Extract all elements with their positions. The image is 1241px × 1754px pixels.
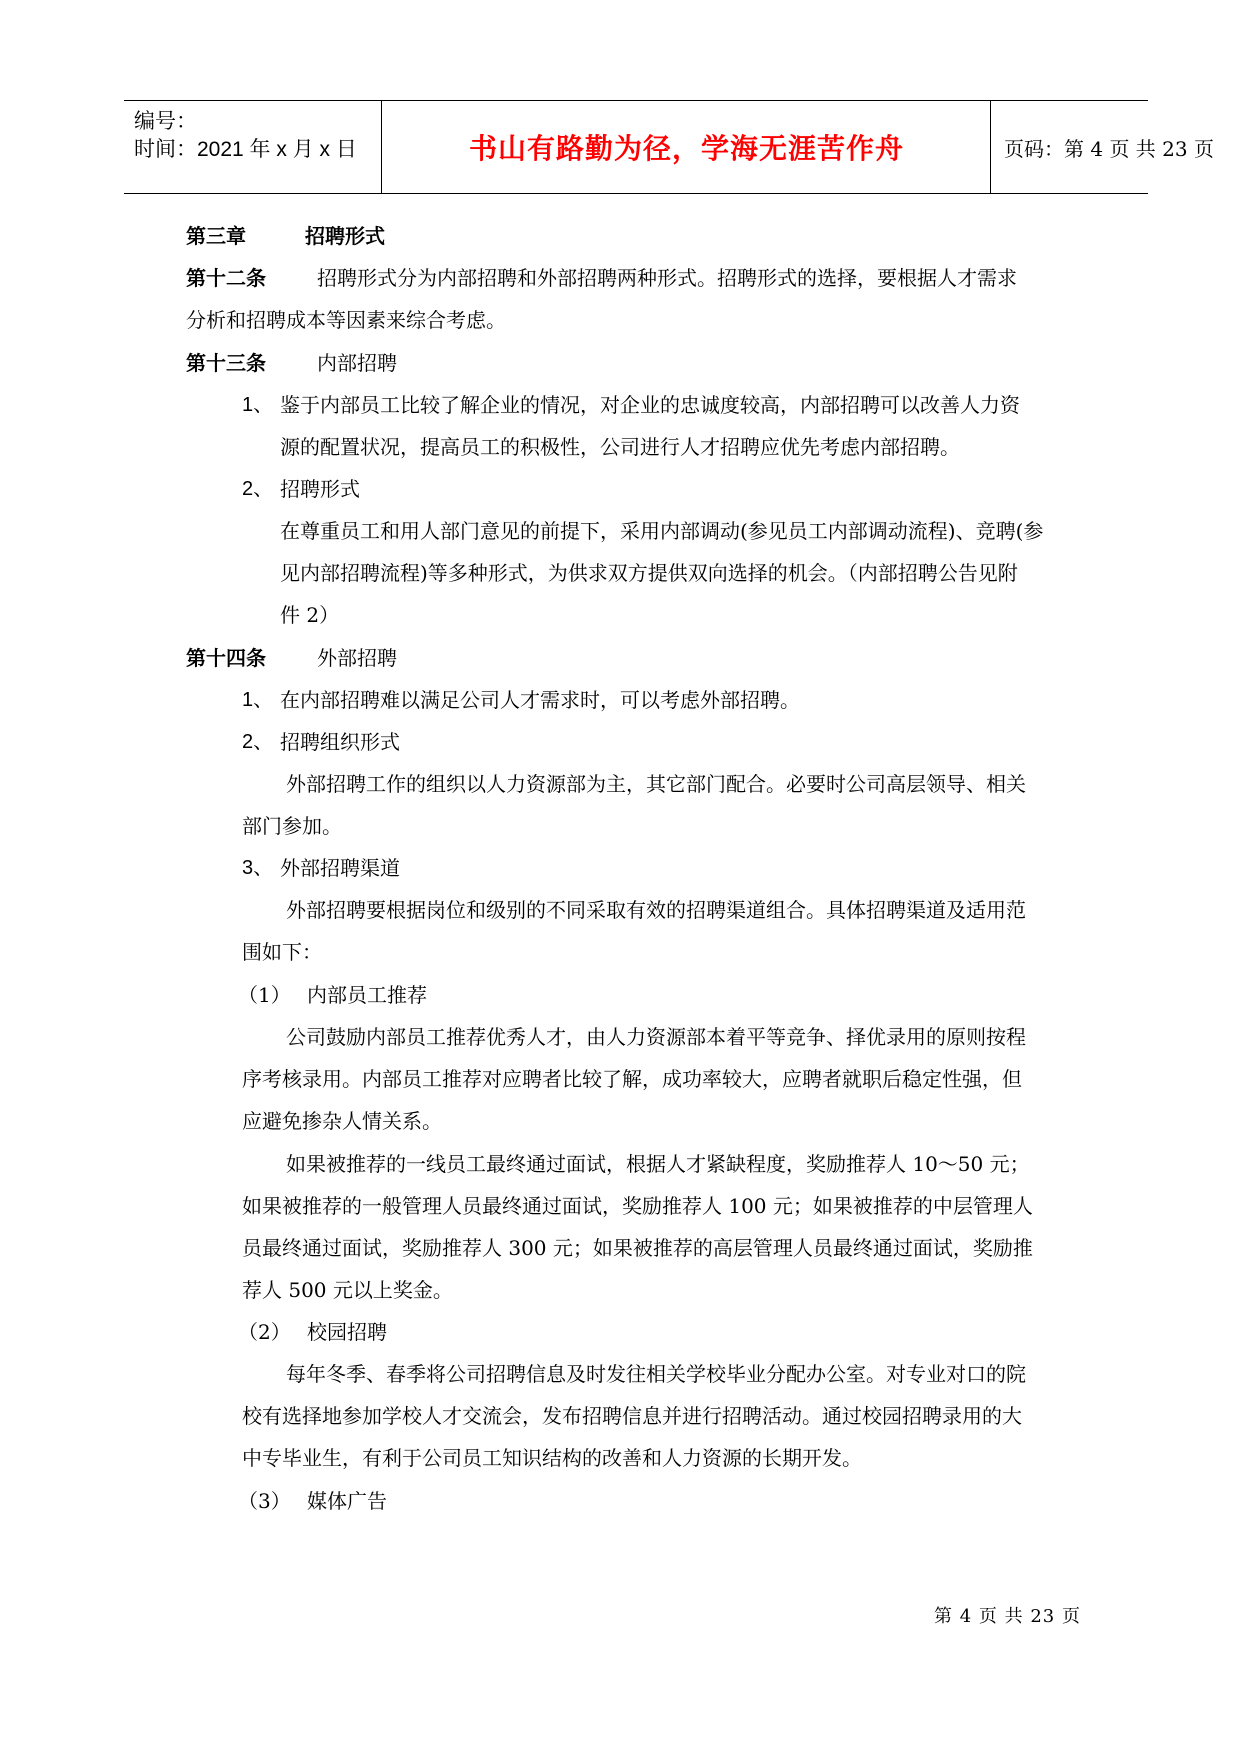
chapter-title: 招聘形式 <box>305 224 385 248</box>
channel-1-title: 内部员工推荐 <box>307 983 427 1007</box>
header-meta-cell <box>124 101 382 193</box>
document-header <box>124 100 1214 194</box>
channel-1-para-1-line-2: 序考核录用。内部员工推荐对应聘者比较了解，成功率较大，应聘者就职后稳定性强，但 <box>242 1067 1022 1091</box>
channel-2-line-2: 校有选择地参加学校人才交流会，发布招聘信息并进行招聘活动。通过校园招聘录用的大 <box>242 1404 1022 1428</box>
article-12-line-1: 招聘形式分为内部招聘和外部招聘两种形式。招聘形式的选择，要根据人才需求 <box>317 266 1017 290</box>
article-14-item-3-line-2: 围如下： <box>242 940 322 964</box>
channel-3-number: （3） <box>238 1489 291 1513</box>
header-page-cell <box>992 101 1214 193</box>
article-13-item-2-line-3: 件 2） <box>280 603 340 627</box>
channel-2-line-1: 每年冬季、春季将公司招聘信息及时发往相关学校毕业分配办公室。对专业对口的院 <box>286 1362 1026 1386</box>
channel-2-line-3: 中专毕业生，有利于公司员工知识结构的改善和人力资源的长期开发。 <box>242 1446 862 1470</box>
channel-1-para-1-line-1: 公司鼓励内部员工推荐优秀人才，由人力资源部本着平等竞争、择优录用的原则按程 <box>286 1025 1026 1049</box>
header-motto-cell <box>383 101 991 193</box>
article-13-title: 内部招聘 <box>317 351 397 375</box>
channel-1-para-2-line-4: 荐人 500 元以上奖金。 <box>242 1278 453 1302</box>
article-14-item-2-title: 招聘组织形式 <box>280 730 400 754</box>
channel-2-title: 校园招聘 <box>307 1320 387 1344</box>
article-13-item-2-line-1: 在尊重员工和用人部门意见的前提下，采用内部调动(参见员工内部调动流程)、竞聘(参 <box>280 519 1044 543</box>
header-motto: 书山有路勤为径，学海无涯苦作舟 <box>468 132 904 165</box>
article-14-item-3-title: 外部招聘渠道 <box>280 856 400 880</box>
document-time-label: 时间：2021 年 x 月 x 日 <box>134 138 357 161</box>
channel-1-para-2-line-3: 员最终通过面试，奖励推荐人 300 元；如果被推荐的高层管理人员最终通过面试，奖励推 <box>242 1236 1033 1260</box>
channel-3-title: 媒体广告 <box>307 1489 387 1513</box>
article-14-item-1-text: 在内部招聘难以满足公司人才需求时，可以考虑外部招聘。 <box>280 688 800 712</box>
channel-2-number: （2） <box>238 1320 291 1344</box>
article-12-label: 第十二条 <box>186 266 266 290</box>
article-14-item-1-number: 1、 <box>242 689 274 711</box>
article-14-item-2-number: 2、 <box>242 731 274 753</box>
article-12-line-2: 分析和招聘成本等因素来综合考虑。 <box>186 308 506 332</box>
article-14-item-3-line-1: 外部招聘要根据岗位和级别的不同采取有效的招聘渠道组合。具体招聘渠道及适用范 <box>286 898 1026 922</box>
article-13-item-1-line-2: 源的配置状况，提高员工的积极性，公司进行人才招聘应优先考虑内部招聘。 <box>280 435 960 459</box>
channel-1-para-2-line-1: 如果被推荐的一线员工最终通过面试，根据人才紧缺程度，奖励推荐人 10～50 元； <box>286 1152 1030 1176</box>
article-14-item-2-line-2: 部门参加。 <box>242 814 342 838</box>
page-footer: 第 4 页 共 23 页 <box>934 1606 1081 1627</box>
channel-1-para-1-line-3: 应避免掺杂人情关系。 <box>242 1109 442 1133</box>
document-number-label: 编号： <box>134 110 197 133</box>
chapter-number: 第三章 <box>186 224 246 248</box>
article-13-item-2-title: 招聘形式 <box>280 477 360 501</box>
article-13-item-1-number: 1、 <box>242 394 274 416</box>
article-14-item-3-number: 3、 <box>242 857 274 879</box>
article-14-item-2-line-1: 外部招聘工作的组织以人力资源部为主，其它部门配合。必要时公司高层领导、相关 <box>286 772 1026 796</box>
article-13-item-1-line-1: 鉴于内部员工比较了解企业的情况，对企业的忠诚度较高，内部招聘可以改善人力资 <box>280 393 1020 417</box>
channel-1-number: （1） <box>238 983 291 1007</box>
article-13-item-2-line-2: 见内部招聘流程)等多种形式，为供求双方提供双向选择的机会。（内部招聘公告见附 <box>280 561 1018 585</box>
header-page-info: 页码：第 4 页 共 23 页 <box>1004 136 1214 161</box>
article-13-label: 第十三条 <box>186 351 266 375</box>
article-13-item-2-number: 2、 <box>242 478 274 500</box>
channel-1-para-2-line-2: 如果被推荐的一般管理人员最终通过面试，奖励推荐人 100 元；如果被推荐的中层管理人 <box>242 1194 1033 1218</box>
article-14-label: 第十四条 <box>186 646 266 670</box>
article-14-title: 外部招聘 <box>317 646 397 670</box>
